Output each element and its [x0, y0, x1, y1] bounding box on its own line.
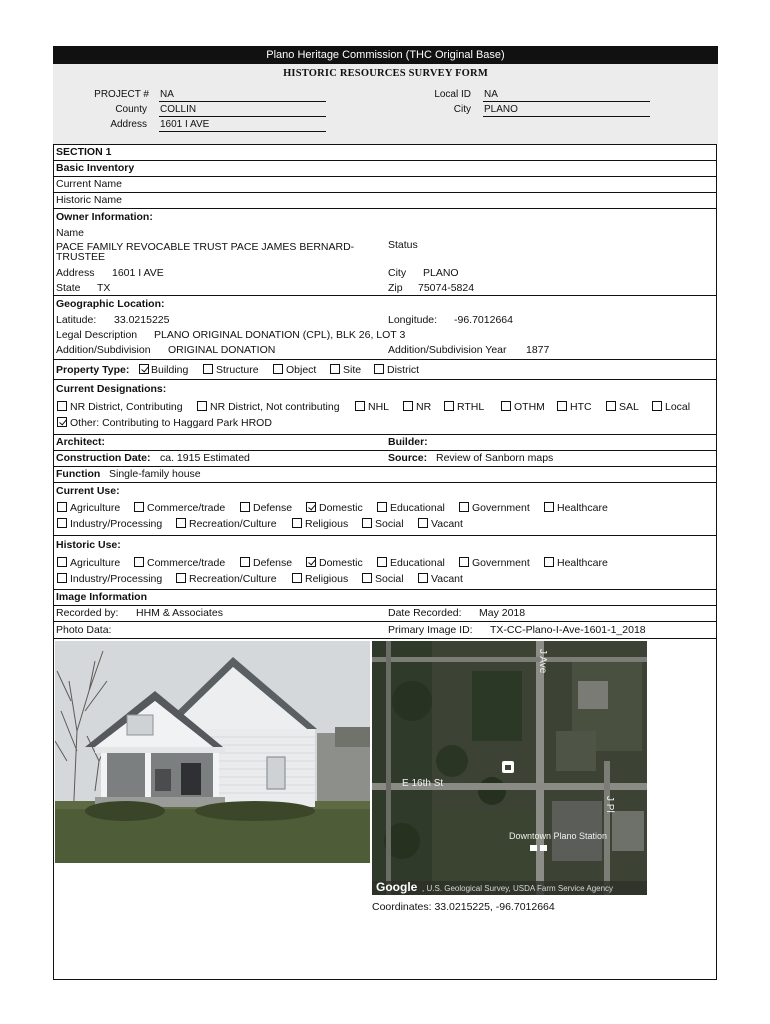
function-row [54, 467, 716, 483]
photo-data-label: Photo Data: [56, 624, 112, 636]
current-use-heading: Current Use: [56, 485, 120, 497]
map-attribution: , U.S. Geological Survey, USDA Farm Service Agency [422, 884, 614, 893]
section-title: SECTION 1 [56, 146, 112, 158]
owner-status-label: Status [388, 239, 418, 251]
local-label: Local [665, 401, 691, 413]
address-label: Address [110, 119, 147, 130]
object-checkbox[interactable] [273, 364, 283, 374]
current-healthcare-checkbox[interactable] [544, 502, 554, 512]
current-religious-checkbox[interactable] [292, 518, 302, 528]
historic-defense-label: Defense [253, 557, 293, 569]
historic-name-label: Historic Name [56, 194, 122, 206]
rthl-checkbox[interactable] [444, 401, 454, 411]
current-recreation-label: Recreation/Culture [189, 518, 277, 530]
current-name-label: Current Name [56, 178, 122, 190]
nr-checkbox[interactable] [403, 401, 413, 411]
architect-label: Architect: [56, 436, 106, 448]
historic-government-label: Government [472, 557, 530, 569]
nr-not-contributing-label: NR District, Not contributing [210, 401, 340, 413]
nhl-label: NHL [368, 401, 390, 413]
city-value: PLANO [483, 104, 650, 117]
construction-date-label: Construction Date: [56, 452, 151, 464]
historic-agriculture-label: Agriculture [70, 557, 121, 569]
current-social-checkbox[interactable] [362, 518, 372, 528]
addition-value: ORIGINAL DONATION [168, 344, 276, 356]
source-label: Source: [388, 452, 428, 464]
map-label-j-ave: J Ave [537, 649, 548, 674]
owner-state-label: State [56, 282, 81, 294]
project-value: NA [159, 89, 326, 102]
owner-name-line1: PACE FAMILY REVOCABLE TRUST PACE JAMES BERNARD- [56, 241, 355, 253]
historic-social-label: Social [375, 573, 404, 585]
site-checkbox[interactable] [330, 364, 340, 374]
construction-row [54, 451, 716, 467]
current-commerce-label: Commerce/trade [147, 502, 226, 514]
addition-year-label: Addition/Subdivision Year [388, 344, 507, 356]
historic-defense-checkbox[interactable] [240, 557, 250, 567]
current-domestic-label: Domestic [319, 502, 363, 514]
current-industry-checkbox[interactable] [57, 518, 67, 528]
latitude-label: Latitude: [56, 314, 97, 326]
current-healthcare-label: Healthcare [557, 502, 608, 514]
aerial-map [372, 641, 647, 895]
construction-date-value: ca. 1915 Estimated [160, 452, 250, 464]
function-label: Function [56, 468, 101, 480]
owner-name-label: Name [56, 227, 85, 239]
longitude-label: Longitude: [388, 314, 438, 326]
form-banner: Plano Heritage Commission (THC Original Base) [53, 46, 718, 64]
builder-label: Builder: [388, 436, 428, 448]
historic-domestic-label: Domestic [319, 557, 363, 569]
other-designation-checkbox[interactable] [57, 417, 67, 427]
aerial-map-illustration [372, 641, 647, 895]
current-social-label: Social [375, 518, 404, 530]
owner-address-label: Address [56, 267, 95, 279]
object-label: Object [286, 364, 317, 376]
current-defense-label: Defense [253, 502, 293, 514]
historic-industry-label: Industry/Processing [70, 573, 163, 585]
owner-name-line2: TRUSTEE [56, 251, 106, 263]
historic-recreation-checkbox[interactable] [176, 573, 186, 583]
owner-zip-label: Zip [388, 282, 403, 294]
owner-state-value: TX [97, 282, 111, 294]
nr-not-contributing-checkbox[interactable] [197, 401, 207, 411]
building-checkbox[interactable] [139, 364, 149, 374]
current-name-row [54, 177, 716, 193]
section-title-row [54, 145, 716, 161]
rthl-label: RTHL [457, 401, 485, 413]
recorded-by-value: HHM & Associates [136, 607, 223, 619]
form-title: HISTORIC RESOURCES SURVEY FORM [283, 68, 488, 79]
historic-use-block [54, 536, 716, 590]
addition-year-value: 1877 [526, 344, 550, 356]
historic-domestic-checkbox[interactable] [306, 557, 316, 567]
htc-checkbox[interactable] [557, 401, 567, 411]
nr-contributing-checkbox[interactable] [57, 401, 67, 411]
historic-government-checkbox[interactable] [459, 557, 469, 567]
current-agriculture-label: Agriculture [70, 502, 121, 514]
owner-block [54, 209, 716, 296]
recorded-by-label: Recorded by: [56, 607, 119, 619]
current-educational-label: Educational [390, 502, 445, 514]
current-recreation-checkbox[interactable] [176, 518, 186, 528]
historic-educational-label: Educational [390, 557, 445, 569]
designations-heading: Current Designations: [56, 383, 167, 395]
owner-heading: Owner Information: [56, 211, 153, 223]
current-government-checkbox[interactable] [459, 502, 469, 512]
current-commerce-checkbox[interactable] [134, 502, 144, 512]
image-info-row [54, 590, 716, 606]
structure-label: Structure [216, 364, 259, 376]
date-recorded-label: Date Recorded: [388, 607, 462, 619]
current-vacant-checkbox[interactable] [418, 518, 428, 528]
current-government-label: Government [472, 502, 530, 514]
current-defense-checkbox[interactable] [240, 502, 250, 512]
longitude-value: -96.7012664 [454, 314, 513, 326]
historic-vacant-label: Vacant [431, 573, 463, 585]
property-type-label: Property Type: [56, 364, 130, 376]
geo-heading: Geographic Location: [56, 298, 165, 310]
house-photo [55, 641, 370, 863]
county-value: COLLIN [159, 104, 326, 117]
architect-row [54, 435, 716, 451]
coordinates-caption: Coordinates: 33.0215225, -96.7012664 [372, 901, 555, 913]
historic-religious-checkbox[interactable] [292, 573, 302, 583]
nr-label: NR [416, 401, 432, 413]
local-id-value: NA [483, 89, 650, 102]
historic-recreation-label: Recreation/Culture [189, 573, 277, 585]
map-label-station: Downtown Plano Station [509, 831, 608, 841]
historic-name-row [54, 193, 716, 209]
city-label: City [453, 104, 471, 115]
building-label: Building [151, 364, 189, 376]
site-label: Site [343, 364, 362, 376]
property-type-row [54, 360, 716, 380]
form-header [53, 64, 718, 144]
othm-checkbox[interactable] [501, 401, 511, 411]
legal-description-value: PLANO ORIGINAL DONATION (CPL), BLK 26, LOT 3 [154, 329, 406, 341]
current-religious-label: Religious [305, 518, 349, 530]
source-value: Review of Sanborn maps [436, 452, 554, 464]
house-photo-illustration [55, 641, 370, 863]
date-recorded-value: May 2018 [479, 607, 526, 619]
current-industry-label: Industry/Processing [70, 518, 163, 530]
geographic-block [54, 296, 716, 360]
local-id-label: Local ID [434, 89, 471, 100]
addition-label: Addition/Subdivision [56, 344, 151, 356]
latitude-value: 33.0215225 [114, 314, 170, 326]
recorded-row [54, 606, 716, 622]
local-checkbox[interactable] [652, 401, 662, 411]
owner-zip-value: 75074-5824 [418, 282, 475, 294]
othm-label: OTHM [514, 401, 545, 413]
htc-label: HTC [570, 401, 592, 413]
historic-agriculture-checkbox[interactable] [57, 557, 67, 567]
historic-educational-checkbox[interactable] [377, 557, 387, 567]
nr-contributing-label: NR District, Contributing [70, 401, 183, 413]
historic-use-heading: Historic Use: [56, 539, 121, 551]
current-vacant-label: Vacant [431, 518, 463, 530]
structure-checkbox[interactable] [203, 364, 213, 374]
nhl-checkbox[interactable] [355, 401, 365, 411]
owner-address-value: 1601 I AVE [112, 267, 164, 279]
survey-form [53, 144, 717, 980]
historic-commerce-checkbox[interactable] [134, 557, 144, 567]
basic-inventory-row [54, 161, 716, 177]
county-label: County [115, 104, 147, 115]
other-designation-label: Other: Contributing to Haggard Park HROD [70, 417, 272, 429]
historic-commerce-label: Commerce/trade [147, 557, 226, 569]
basic-inventory-heading: Basic Inventory [56, 162, 135, 174]
map-label-e-16th: E 16th St [402, 778, 444, 789]
historic-vacant-checkbox[interactable] [418, 573, 428, 583]
legal-description-label: Legal Description [56, 329, 138, 341]
designations-block [54, 380, 716, 435]
sal-checkbox[interactable] [606, 401, 616, 411]
primary-image-label: Primary Image ID: [388, 624, 473, 636]
address-value: 1601 I AVE [159, 119, 326, 132]
google-logo: Google [376, 880, 418, 894]
owner-city-value: PLANO [423, 267, 459, 279]
historic-healthcare-checkbox[interactable] [544, 557, 554, 567]
map-label-j-pl: J Pl [604, 796, 615, 813]
historic-industry-checkbox[interactable] [57, 573, 67, 583]
current-use-block [54, 483, 716, 536]
district-checkbox[interactable] [374, 364, 384, 374]
current-educational-checkbox[interactable] [377, 502, 387, 512]
sal-label: SAL [619, 401, 639, 413]
project-label: PROJECT # [94, 89, 149, 100]
historic-social-checkbox[interactable] [362, 573, 372, 583]
owner-city-label: City [388, 267, 407, 279]
current-domestic-checkbox[interactable] [306, 502, 316, 512]
historic-healthcare-label: Healthcare [557, 557, 608, 569]
image-info-heading: Image Information [56, 591, 148, 603]
district-label: District [387, 364, 420, 376]
historic-religious-label: Religious [305, 573, 349, 585]
current-agriculture-checkbox[interactable] [57, 502, 67, 512]
function-value: Single-family house [109, 468, 201, 480]
photo-data-row [54, 622, 716, 639]
primary-image-value: TX-CC-Plano-I-Ave-1601-1_2018 [490, 624, 646, 636]
